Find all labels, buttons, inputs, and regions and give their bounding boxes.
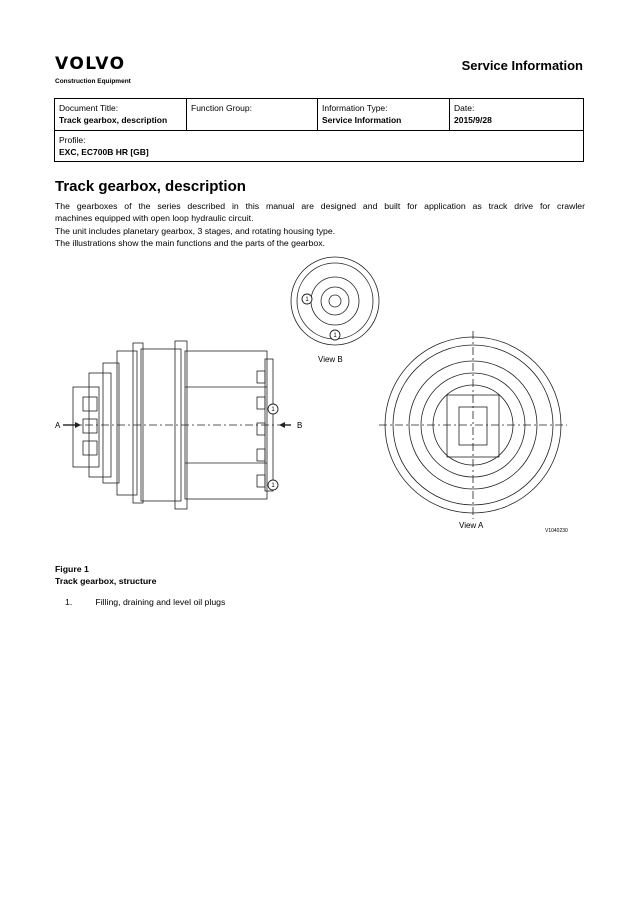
- date-value: 2015/9/28: [454, 115, 492, 125]
- legend-number: 1.: [65, 597, 73, 607]
- info-row-top: [55, 99, 583, 131]
- paragraph-line: The unit includes planetary gearbox, 3 stages, and rotating housing type.: [55, 225, 336, 236]
- figure-number: Figure 1: [55, 564, 89, 574]
- figure-ref-code: V1040230: [545, 528, 568, 534]
- callout-1: 1: [271, 483, 275, 489]
- date-label: Date:: [454, 103, 475, 113]
- gearbox-side-view: [69, 341, 291, 509]
- info-row-profile: [55, 131, 583, 162]
- paragraph-line: The illustrations show the main functions and the parts of the gearbox.: [55, 237, 325, 248]
- document-info-table: [54, 98, 584, 162]
- brand-wordmark: VOLVO: [55, 54, 126, 74]
- information-type-value: Service Information: [322, 115, 402, 125]
- callout-1: 1: [305, 297, 309, 303]
- description-text: [55, 200, 585, 249]
- brand-subtitle: Construction Equipment: [55, 78, 131, 85]
- figure-caption: [55, 563, 156, 587]
- label-a: A: [55, 421, 61, 430]
- date-cell: [450, 99, 583, 130]
- document-title-cell: [55, 99, 187, 130]
- figure-legend: [65, 597, 225, 607]
- information-type-label: Information Type:: [322, 103, 388, 113]
- service-information-title: Service Information: [461, 58, 583, 73]
- page-heading: Track gearbox, description: [55, 178, 246, 195]
- label-b: B: [297, 421, 303, 430]
- profile-label: Profile:: [59, 135, 86, 145]
- function-group-cell: [187, 99, 318, 130]
- information-type-cell: [318, 99, 450, 130]
- profile-cell: [55, 131, 583, 162]
- view-a-drawing: [379, 331, 567, 519]
- document-title-label: Document Title:: [59, 103, 119, 113]
- function-group-label: Function Group:: [191, 103, 252, 113]
- volvo-logo: [55, 55, 139, 86]
- paragraph-line: The gearboxes of the series described in this manual are designed and built for application as track drive for crawler: [55, 201, 585, 211]
- paragraph-line: machines equipped with open loop hydraulic circuit.: [55, 213, 254, 224]
- legend-item: [65, 597, 225, 607]
- profile-value: EXC, EC700B HR [GB]: [59, 147, 149, 157]
- callout-1: 1: [333, 333, 337, 339]
- view-a-label: View A: [459, 521, 484, 530]
- callout-1: 1: [271, 407, 275, 413]
- gearbox-figure: [55, 247, 585, 547]
- document-title-value: Track gearbox, description: [59, 115, 168, 125]
- figure-title: Track gearbox, structure: [55, 576, 157, 586]
- legend-text: Filling, draining and level oil plugs: [95, 597, 226, 607]
- view-b-label: View B: [318, 355, 343, 364]
